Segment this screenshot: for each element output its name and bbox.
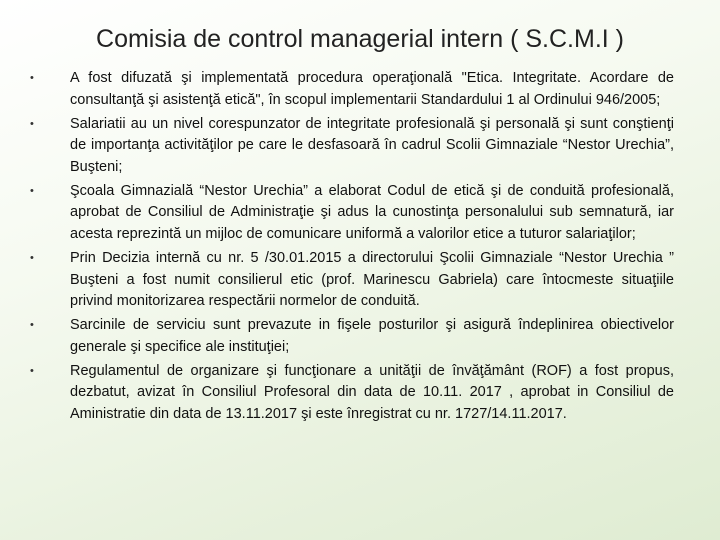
bullet-dot-icon: • xyxy=(30,251,34,264)
slide-title: Comisia de control managerial intern ( S.C.M.I ) xyxy=(96,25,624,53)
bullet-dot-icon: • xyxy=(30,319,34,332)
bullet-text: A fost difuzată şi implementată procedura operaţională "Etica. Integritate. Acordare de consultanţă şi asistenţă etică", în scopul implementarii Standardului 1 al Ordinului 946/2005; xyxy=(70,70,674,108)
bullet-text: Prin Decizia internă cu nr. 5 /30.01.2015 a directorului Şcolii Gimnaziale “Nestor Urechia ” Buşteni a fost numit consilierul etic (prof. Marinescu Gabriela) care întocmeste situaţiile privind monitorizarea respectării normelor de conduită. xyxy=(70,249,674,310)
bullet-text: Regulamentul de organizare şi funcţionare a unităţii de învăţământ (ROF) a fost propus, dezbatut, avizat în Consiliul Profesoral din data de 10.11. 2017 , aprobat in Consiliul de Aministratie din data de 13.11.2017 şi este înregistrat cu nr. 1727/14.11.2017. xyxy=(70,362,674,422)
bullet-item-integrity xyxy=(30,114,674,179)
bullet-text: Salariatii au un nivel corespunzator de integritate profesională şi personală şi sunt conştienţi de importanţa activităţilor pe care le desfasoară în cadrul Scolii Gimnaziale “Nestor Urechia”, Buşteni; xyxy=(70,115,674,175)
bullet-text: Şcoala Gimnazială “Nestor Urechia” a elaborat Codul de etică şi de conduită profesională, aprobat de Consiliul de Administraţie şi adus la cunostinţa personalului sub semnatură, iar acesta reprezintă un mijloc de comunicare uniformă a valorilor etice a tuturor salariaţilor; xyxy=(70,182,674,242)
bullet-list xyxy=(30,68,674,428)
bullet-item-procedure xyxy=(30,68,674,111)
bullet-dot-icon: • xyxy=(30,364,34,377)
bullet-dot-icon: • xyxy=(30,184,34,197)
bullet-dot-icon: • xyxy=(30,72,34,84)
bullet-item-ethics-counselor xyxy=(30,248,674,313)
bullet-item-job-duties xyxy=(30,315,674,358)
bullet-dot-icon: • xyxy=(30,117,34,130)
bullet-item-rof xyxy=(30,361,674,426)
bullet-text: Sarcinile de serviciu sunt prevazute in fişele posturilor şi asigură îndeplinirea obiectivelor generale şi specifice ale instituţiei; xyxy=(70,317,674,355)
bullet-item-ethics-code xyxy=(30,181,674,246)
